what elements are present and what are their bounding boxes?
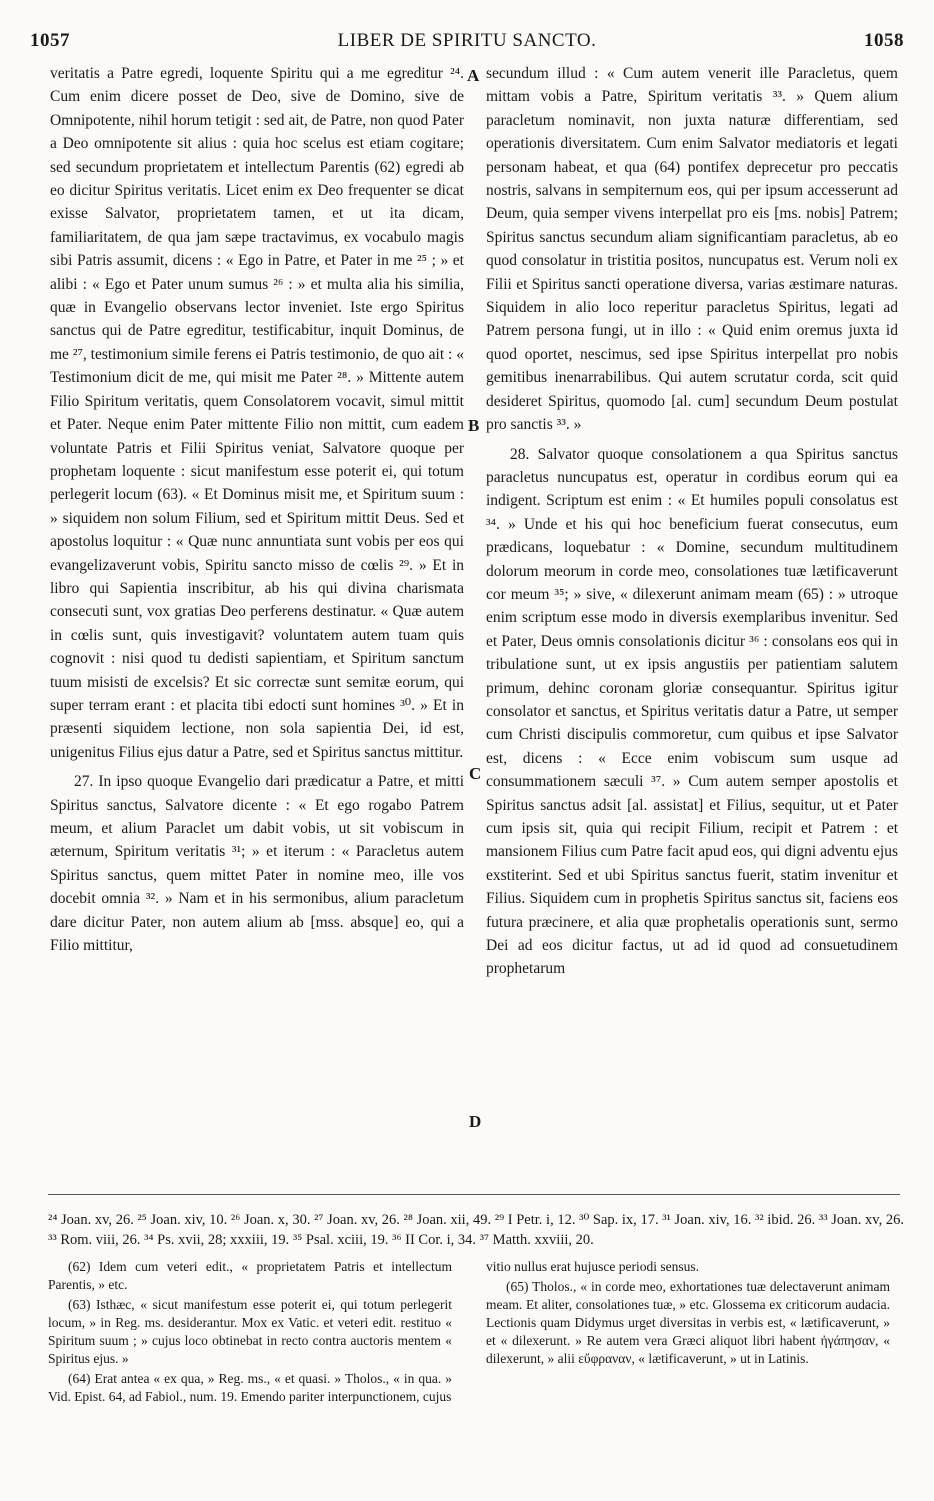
paragraph: 27. In ipso quoque Evangelio dari prædicatur a Patre, et mitti Spiritus sanctus, Salvatore dicente : « Et ego rogabo Patrem meum, et alium Paraclet um dabit vobis, ut sit vobiscum in æternum, Spiritum veritatis ³¹; » et iterum : « Paracletus autem Spiritus sanctus, quem mittet Pater in nomine meo, ille vos docebit omnia ³². » Nam et in his sermonibus, alium paracletum dare dicitur Pater, non autem alium ab [mss. absque] eo, qui a Filio mittitur, xyxy=(50,773,464,955)
section-marker-c: C xyxy=(469,764,482,783)
footnote: vitio nullus erat hujusce periodi sensus. xyxy=(486,1259,699,1274)
section-marker-a: A xyxy=(467,66,480,85)
footnote: (62) Idem cum veteri edit., « proprietatem Patris et intellectum Parentis, » etc. xyxy=(48,1259,452,1292)
footnote-divider xyxy=(48,1194,900,1195)
paragraph: secundum illud : « Cum autem venerit ille Paracletus, quem mittam vobis a Patre, Spiritum veritatis ³³. » Quem alium paracletum nominavit, non juxta naturæ differentiam, sed operationis diversitatem. Cum enim Salvator mediatoris et legati personam habeat, et qua (64) pontifex deprecetur pro peccatis nostris, salvans in sempiternum eos, qui per ipsum accesserunt ad Deum, quia semper vivens interpellat pro eis [ms. nobis] Patrem; Spiritus sanctus secundum aliam significantiam paracletus, ab eo quod consolatur in tristitia positos, nuncupatus est. Verum noli ex Filii et Spiritus sancti operatione diversa, varias æstimare naturas. Siquidem in alio loco reperitur paracletus Spiritus, legati ad Patrem persona fungi, ut in illo : « Quid enim oremus juxta id quod oportet, nescimus, sed ipse Spiritus interpellat pro nobis gemitibus inenarrabilibus. Qui autem scrutatur corda, scit quid desideret Spiritus, quomodo [al. cum] secundum Deum postulat pro sanctis ³³. » xyxy=(486,65,898,434)
page-number-left: 1057 xyxy=(30,30,70,51)
footnote: (64) Erat antea « ex qua, » Reg. ms., « et quasi. » Tholos., « in qua. » Vid. Epist. 64, ad Fabiol., num. 19. Emendo pariter interpunctionem, cujus xyxy=(48,1371,452,1404)
notes-right xyxy=(486,1258,890,1370)
right-column xyxy=(486,62,898,981)
left-column xyxy=(50,62,464,957)
paragraph: 28. Salvator quoque consolationem a qua Spiritus sanctus paracletus nuncupatus est, operatur in cordibus eorum qui ea indigent. Scriptum est enim : « Et humiles populi consolatus est ³⁴. » Unde et his qui hoc beneficium fuerat consecutus, eum prædicans, loquebatur : « Domine, secundum multitudinem dolorum meorum in corde meo, consolationes tuæ lætificaverunt cor meum ³⁵; » sive, « dilexerunt animam meam (65) : » utroque enim scriptum esse modo in diversis exemplaribus invenitur. Sed et Pater, Deus omnis consolationis dicitur ³⁶ : consolans eos qui in tribulatione sunt, ut ex ipsis angustiis per patientiam salutem primum, dehinc coronam gloriæ consequantur. Spiritus igitur consolator et sanctus, et Spiritus veritatis datur a Patre, ut semper cum Christi discipulis commoretur, cum quibus et ipse Salvator est, dicens : « Ecce enim vobiscum sum usque ad consummationem sæculi ³⁷. » Cum autem semper apostolis et Spiritus sanctus adsit [al. assistat] et Filius, sequitur, ut et Pater cum ipsis sit, quia qui recipit Filium, recipit et Patrem : et mansionem Filius cum Patre facit apud eos, qui digni adventu ejus exstiterint. Sed et ubi Spiritus sanctus fuerit, statim invenitur et Filius. Siquidem cum in prophetis Spiritus sanctus sit, faciens eos futura præcinere, et alia quæ prophetalis operationis sunt, sermo Dei ad eos dicitur factus, ut ad id quod ad consuetudinem prophetarum xyxy=(486,445,898,978)
footnote: (65) Tholos., « in corde meo, exhortationes tuæ delectaverunt animam meam. Et aliter, consolationes tuæ, » etc. Glossema ex criticorum audacia. Lectionis quam Didymus urget diversitas in verbis est, « lætificaverunt, » et « dilexerunt. » Re autem vera Græci aliquot libri habent ἠγάπησαν, « dilexerunt, » alii εὔφραναν, « lætificaverunt, » ut in Latinis. xyxy=(486,1279,890,1366)
scripture-references: ²⁴ Joan. xv, 26. ²⁵ Joan. xiv, 10. ²⁶ Joan. x, 30. ²⁷ Joan. xv, 26. ²⁸ Joan. xii, 49. ²⁹ I Petr. i, 12. ³⁰ Sap. ix, 17. ³¹ Joan. xiv, 16. ³² ibid. 26. ³³ Joan. xv, 26. ³³ Rom. viii, 26. ³⁴ Ps. xvii, 28; xxxiii, 19. ³⁵ Psal. xciii, 19. ³⁶ II Cor. i, 34. ³⁷ Matth. xxviii, 20. xyxy=(48,1212,904,1248)
notes-left xyxy=(48,1258,452,1408)
running-title: LIBER DE SPIRITU SANCTO. xyxy=(337,30,597,51)
footnote: (63) Isthæc, « sicut manifestum esse poterit ei, qui totum perlegerit locum, » in Reg. ms. desiderantur. Mox ex Vatic. et veteri edit. restituo « Spiritum suum ; » cujus loco obtinebat in recto contra auctoris mentem « Spiritus ejus. » xyxy=(48,1297,452,1366)
section-marker-b: B xyxy=(468,416,480,435)
section-marker-d: D xyxy=(469,1112,482,1131)
page-number-right: 1058 xyxy=(864,30,904,51)
paragraph: veritatis a Patre egredi, loquente Spiritu qui a me egreditur ²⁴. Cum enim dicere posset de Deo, sive de Domino, sive de Omnipotente, nihil horum tetigit : sed ait, de Patre, non quod Pater a Deo omnipotente sit alius : quia hoc scelus est etiam cogitare; sed secundum proprietatem et intellectum Parentis (62) egredi ab eo dicitur Spiritus veritatis. Licet enim ex Deo frequenter se dicat exisse Salvator, proprietatem tamen, et ut ita dicam, familiaritatem, de qua jam sæpe tractavimus, ex vocabulo magis sibi Patris assumit, dicens : « Ego in Patre, et Pater in me ²⁵ ; » et alibi : « Ego et Pater unum sumus ²⁶ : » et multa alia his similia, quæ in Evangelio observans lector inveniet. Iste ergo Spiritus sanctus qui de Patre egreditur, testificabitur, inquit Dominus, de me ²⁷, testimonium simile ferens ei Patris testimonio, de quo ait : « Testimonium dicit de me, qui misit me Pater ²⁸. » Mittente autem Filio Spiritum veritatis, quem Consolatorem vocavit, simul mittit et Pater. Neque enim Pater mittente Filio non mittit, cum eadem voluntate Patris et Filii Spiritus veniat, Salvatore quoque per prophetam loquente : sicut manifestum esse poterit ei, qui totum perlegerit locum (63). « Et Dominus misit me, et Spiritum suum : » siquidem non solum Filium, sed et Spiritum mittit Deus. Sed et apostolus loquitur : « Quæ nunc annuntiata sunt vobis per eos qui evangelizaverunt vobis, Spiritu sancto misso de cœlis ²⁹. » Et in libro qui Sapientia inscribitur, ab his qui divina charismata consecuti sunt, vox gratias Deo perferens destinatur. « Quæ autem in cœlis sunt, quis investigavit? voluntatem autem tuam quis cognovit : nisi quod tu dedisti sapientiam, et Spiritum sanctum tuum misisti de excelsis? Et sic correctæ sunt semitæ eorum, qui super terram erant : et placita tibi edocti sunt homines ³⁰. » Et in præsenti siquidem lectione, non sola sapientia Dei, id est, unigenitus Filius ejus datur a Patre, sed et Spiritus sanctus mittitur. xyxy=(50,65,464,761)
page-header xyxy=(30,30,904,56)
